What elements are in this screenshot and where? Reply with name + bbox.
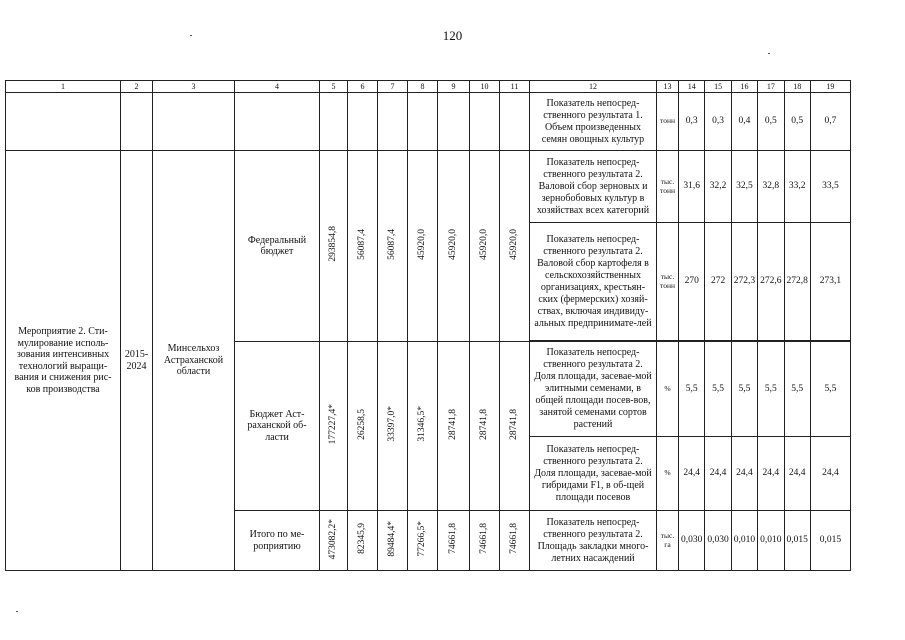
indicator-value: 0,3	[679, 93, 705, 151]
table-row	[6, 151, 851, 223]
funding-value: 28741,8	[509, 408, 520, 440]
column-number-row	[6, 81, 851, 93]
funding-value: 77266,5*	[417, 520, 428, 557]
funding-value: 28741,8	[448, 408, 459, 440]
measure-executor: Минсельхоз Астраханской области	[153, 151, 235, 571]
indicator-value: 24,4	[758, 437, 784, 511]
funding-value: 82345,9	[357, 523, 368, 555]
funding-value: 74661,8	[448, 523, 459, 555]
funding-value: 26258,5	[357, 408, 368, 440]
funding-value: 89484,4*	[387, 520, 398, 557]
col-num: 17	[758, 81, 784, 93]
col-num: 19	[810, 81, 850, 93]
funding-value: 45920,0	[479, 228, 490, 260]
table-row	[6, 93, 851, 151]
funding-value: 31346,5*	[417, 406, 428, 443]
col-num: 4	[235, 81, 320, 93]
indicator-value: 270	[679, 223, 705, 341]
col-num: 1	[6, 81, 121, 93]
indicator-text: Показатель непосред-ственного результата 1. Объем произведенных семян овощных культур	[530, 93, 657, 151]
indicator-value: 5,5	[810, 342, 850, 437]
indicator-value: 5,5	[731, 342, 757, 437]
indicator-value: 0,030	[705, 511, 731, 571]
measure-period: 2015-2024	[121, 151, 153, 571]
indicator-value: 0,4	[731, 93, 757, 151]
program-table	[5, 80, 851, 571]
indicator-value: 24,4	[731, 437, 757, 511]
funding-value: 74661,8	[479, 523, 490, 555]
col-num: 2	[121, 81, 153, 93]
indicator-value: 272,3	[731, 223, 757, 341]
indicator-value: 5,5	[705, 342, 731, 437]
indicator-text: Показатель непосред-ственного результата 2. Валовой сбор картофеля в сельскохозяйственных организациях, крестьян-ских (фермерских) хозяй-ствах, включая индивиду-альных предпринимате-лей	[530, 223, 657, 341]
indicator-value: 272	[705, 223, 731, 341]
scan-speck	[768, 53, 770, 54]
col-num: 12	[530, 81, 657, 93]
funding-source: Федеральный бюджет	[235, 151, 320, 342]
funding-value: 74661,8	[509, 523, 520, 555]
indicator-value: 0,010	[731, 511, 757, 571]
col-num: 16	[731, 81, 757, 93]
indicator-value: 0,7	[810, 93, 850, 151]
indicator-unit: тыс. тонн	[657, 151, 679, 223]
indicator-value: 273,1	[810, 223, 850, 341]
indicator-value: 24,4	[705, 437, 731, 511]
indicator-value: 272,6	[758, 223, 784, 341]
indicator-value: 24,4	[784, 437, 810, 511]
funding-value: 473082,2*	[328, 518, 339, 559]
measure-name: Мероприятие 2. Сти-мулирование исполь-зования интенсивных технологий выращи-вания и снижения рис-ков производства	[6, 151, 121, 571]
funding-value: 45920,0	[417, 228, 428, 260]
indicator-value: 5,5	[784, 342, 810, 437]
indicator-unit: тыс. га	[657, 511, 679, 571]
col-num: 14	[679, 81, 705, 93]
indicator-text: Показатель непосред-ственного результата 2. Валовой сбор зерновых и зернобобовых культур в хозяйствах всех категорий	[530, 151, 657, 223]
indicator-value: 33,5	[810, 151, 850, 223]
funding-value: 28741,8	[479, 408, 490, 440]
indicator-value: 0,5	[784, 93, 810, 151]
indicator-value: 0,3	[705, 93, 731, 151]
col-num: 3	[153, 81, 235, 93]
col-num: 9	[438, 81, 470, 93]
indicator-value: 32,8	[758, 151, 784, 223]
col-num: 18	[784, 81, 810, 93]
funding-value: 293854,8	[328, 226, 339, 263]
funding-value: 45920,0	[448, 228, 459, 260]
indicator-value: 0,015	[810, 511, 850, 571]
indicator-value: 0,5	[758, 93, 784, 151]
col-num: 11	[500, 81, 530, 93]
indicator-value: 33,2	[784, 151, 810, 223]
indicator-value: 31,6	[679, 151, 705, 223]
scan-speck	[16, 611, 18, 612]
indicator-value: 24,4	[679, 437, 705, 511]
indicator-unit: тонн	[657, 93, 679, 151]
funding-source: Итого по ме-роприятию	[235, 511, 320, 571]
funding-value: 45920,0	[509, 228, 520, 260]
indicator-value: 0,015	[784, 511, 810, 571]
indicator-unit: %	[657, 342, 679, 437]
indicator-value: 32,2	[705, 151, 731, 223]
funding-value: 56087,4	[387, 228, 398, 260]
col-num: 8	[408, 81, 438, 93]
indicator-text: Показатель непосред-ственного результата 2. Площадь закладки много-летних насаждений	[530, 511, 657, 571]
indicator-text: Показатель непосред-ственного результата 2. Доля площади, засевае-мой элитными семенами, в общей площади посев-вов, занятой семенами сортов растений	[530, 342, 657, 437]
col-num: 5	[320, 81, 348, 93]
indicator-value: 0,010	[758, 511, 784, 571]
funding-value: 56087,4	[357, 228, 368, 260]
funding-value: 33397,0*	[387, 406, 398, 443]
indicator-value: 24,4	[810, 437, 850, 511]
col-num: 6	[348, 81, 378, 93]
indicator-unit: %	[657, 437, 679, 511]
indicator-value: 272,8	[784, 223, 810, 341]
col-num: 7	[378, 81, 408, 93]
scan-speck	[190, 35, 192, 36]
indicator-value: 5,5	[679, 342, 705, 437]
indicator-value: 5,5	[758, 342, 784, 437]
page-number: 120	[442, 28, 463, 43]
col-num: 15	[705, 81, 731, 93]
indicator-value: 32,5	[731, 151, 757, 223]
col-num: 13	[657, 81, 679, 93]
funding-source: Бюджет Аст-раханской об-ласти	[235, 342, 320, 511]
indicator-text: Показатель непосред-ственного результата 2. Доля площади, засевае-мой гибридами F1, в об-щей площади посевов	[530, 437, 657, 511]
funding-value: 177227,4*	[328, 404, 339, 445]
indicator-unit: тыс. тонн	[657, 223, 679, 341]
col-num: 10	[470, 81, 500, 93]
indicator-value: 0,030	[679, 511, 705, 571]
